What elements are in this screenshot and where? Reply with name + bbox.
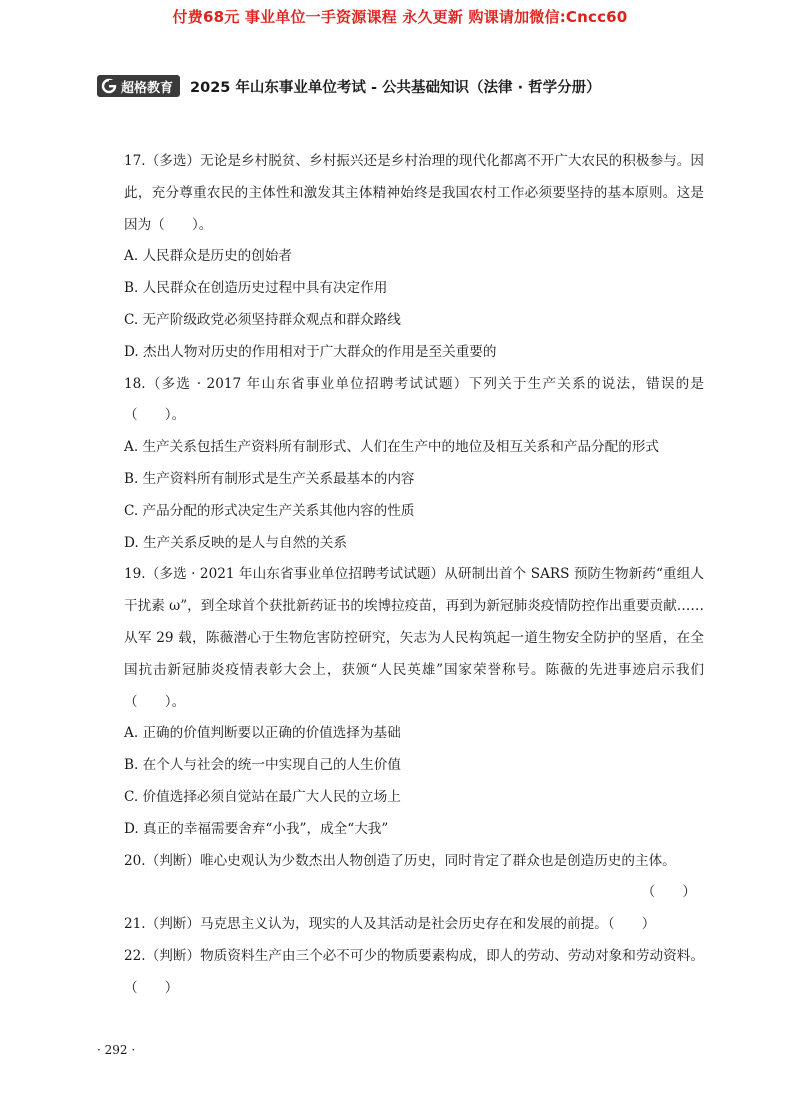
page-number: · 292 · — [97, 1043, 136, 1057]
option-a: A. 人民群众是历史的创始者 — [124, 248, 292, 265]
question-stem: 18.（多选 · 2017 年山东省事业单位招聘考试试题）下列关于生产关系的说法，错误的是（ ）。 — [124, 375, 704, 424]
question-stem: 20.（判断）唯心史观认为少数杰出人物创造了历史，同时肯定了群众也是创造历史的主体。 — [124, 852, 676, 869]
question-18 — [124, 369, 704, 560]
option-a: A. 生产关系包括生产资料所有制形式、人们在生产中的地位及相互关系和产品分配的形式 — [124, 439, 660, 456]
header-title: 2025 年山东事业单位考试 - 公共基础知识（法律 · 哲学分册） — [190, 79, 601, 96]
option-d: D. 真正的幸福需要舍弃“小我”，成全“大我” — [124, 820, 389, 837]
option-c: C. 无产阶级政党必须坚持群众观点和群众路线 — [124, 311, 401, 328]
question-22: 22.（判断）物质资料生产由三个必不可少的物质要素构成，即人的劳动、劳动对象和劳动资料。（ ） — [124, 947, 704, 996]
promo-banner: 付费68元 事业单位一手资源课程 永久更新 购课请加微信:Cncc60 — [172, 8, 628, 26]
page-header — [97, 74, 601, 98]
option-b: B. 人民群众在创造历史过程中具有决定作用 — [124, 280, 388, 297]
question-21: 21.（判断）马克思主义认为，现实的人及其活动是社会历史存在和发展的前提。（ ） — [124, 916, 656, 933]
option-d: D. 生产关系反映的是人与自然的关系 — [124, 534, 347, 551]
logo-text: 超格教育 — [121, 80, 174, 96]
question-19 — [124, 559, 704, 845]
question-list — [124, 146, 704, 1005]
publisher-logo — [97, 75, 180, 97]
question-stem: 19.（多选 · 2021 年山东省事业单位招聘考试试题）从研制出首个 SARS 预防生物新药“重组人干扰素 ω”，到全球首个获批新药证书的埃博拉疫苗，再到为新冠肺炎疫情防控作出重要贡献……从军 29 载，陈薇潜心于生物危害防控研究，矢志为人民构筑起一道生物安全防护的坚盾，在全国抗击新冠肺炎疫情表彰大会上，获颁“人民英雄”国家荣誉称号。陈薇的先进事迹启示我们（ ）。 — [124, 566, 704, 710]
question-20 — [124, 846, 704, 910]
option-a: A. 正确的价值判断要以正确的价值选择为基础 — [124, 725, 401, 742]
question-17 — [124, 146, 704, 369]
logo-g-icon — [101, 78, 117, 94]
option-c: C. 价值选择必须自觉站在最广大人民的立场上 — [124, 788, 401, 805]
question-stem: 17.（多选）无论是乡村脱贫、乡村振兴还是乡村治理的现代化都离不开广大农民的积极参与。因此，充分尊重农民的主体性和激发其主体精神始终是我国农村工作必须要坚持的基本原则。这是因为（ ）。 — [124, 153, 704, 233]
option-c: C. 产品分配的形式决定生产关系其他内容的性质 — [124, 502, 415, 519]
option-b: B. 在个人与社会的统一中实现自己的人生价值 — [124, 757, 401, 774]
option-d: D. 杰出人物对历史的作用相对于广大群众的作用是至关重要的 — [124, 343, 497, 360]
option-b: B. 生产资料所有制形式是生产关系最基本的内容 — [124, 470, 415, 487]
answer-blank: （ ） — [641, 884, 696, 901]
